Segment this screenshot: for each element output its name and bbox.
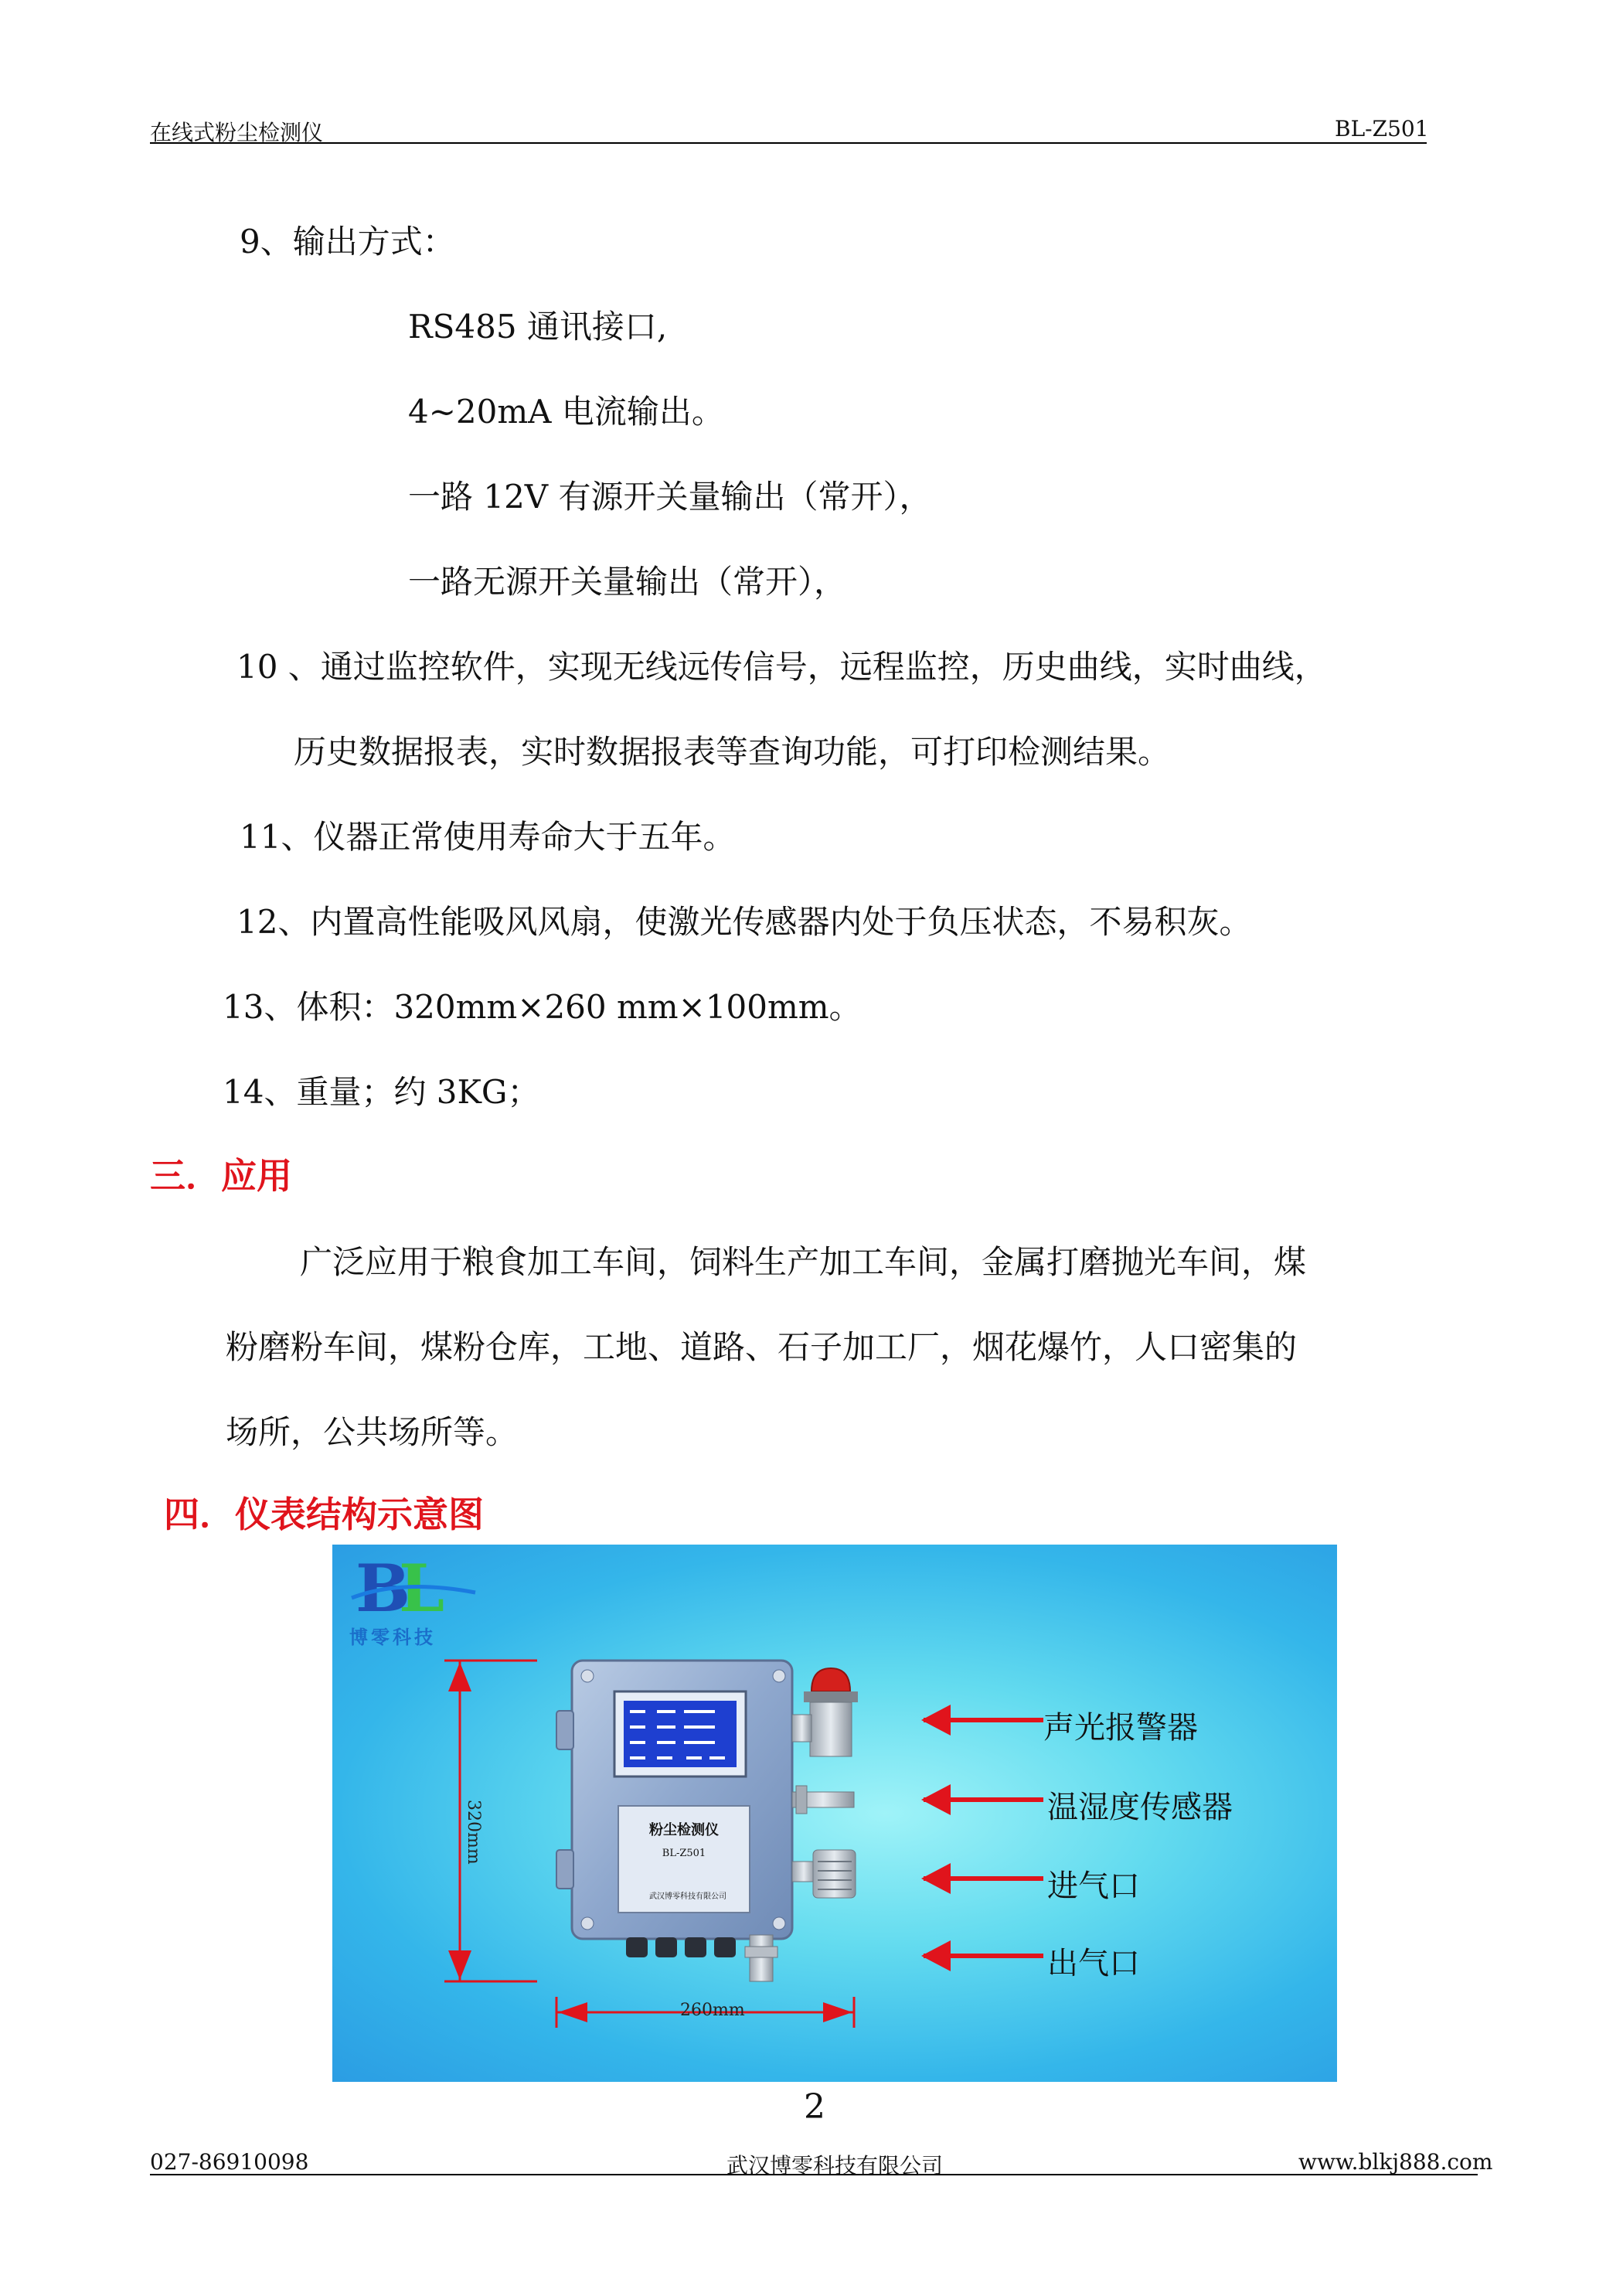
- header-model: BL-Z501: [1335, 116, 1429, 141]
- item-9-passive-switch: 一路无源开关量输出（常开），: [408, 563, 847, 601]
- page-number: 2: [804, 2087, 825, 2127]
- svg-text:B: B: [356, 1555, 410, 1621]
- callout-temp-humidity: 温湿度传感器: [1047, 1790, 1233, 1825]
- section-3-line-1: 广泛应用于粮食加工车间，饲料生产加工车间，金属打磨抛光车间，煤: [300, 1243, 1307, 1281]
- item-12: 12、内置高性能吸风风扇，使激光传感器内处于负压状态，不易积灰。: [236, 903, 1252, 941]
- instrument-diagram: [332, 1545, 1337, 2082]
- section-3-title: 三．应用: [150, 1155, 292, 1197]
- item-11: 11、仪器正常使用寿命大于五年。: [240, 818, 736, 856]
- header-title: 在线式粉尘检测仪: [150, 120, 324, 145]
- item-9-rs485: RS485 通讯接口,: [408, 308, 668, 346]
- item-14: 14、重量；约 3KG；: [223, 1073, 540, 1111]
- air-inlet: [813, 1850, 856, 1898]
- section-4-title: 四．仪表结构示意图: [164, 1494, 484, 1535]
- logo-text: 博零科技: [349, 1627, 436, 1648]
- item-9: 9、输出方式：: [240, 223, 455, 261]
- item-10: 10 、通过监控软件，实现无线远传信号，远程监控，历史曲线，实时曲线，: [236, 648, 1327, 686]
- footer-website[interactable]: www.blkj888.com: [1298, 2149, 1493, 2175]
- header-rule: [150, 142, 1427, 144]
- callout-outlet: 出气口: [1047, 1946, 1140, 1981]
- footer-phone: 027-86910098: [150, 2149, 309, 2175]
- device-title: 粉尘检测仪: [649, 1822, 719, 1838]
- item-9-active-switch: 一路 12V 有源开关量输出（常开），: [408, 478, 932, 516]
- item-13: 13、体积：320mm×260 mm×100mm。: [223, 988, 862, 1026]
- width-dimension-label: 260mm: [680, 2001, 745, 2020]
- device-company: 武汉博零科技有限公司: [649, 1892, 726, 1901]
- svg-text:L: L: [399, 1555, 445, 1621]
- callout-alarm: 声光报警器: [1043, 1710, 1198, 1746]
- alarm-light-icon: [812, 1668, 850, 1691]
- device-model: BL-Z501: [662, 1848, 706, 1859]
- item-10-cont: 历史数据报表，实时数据报表等查询功能，可打印检测结果。: [294, 733, 1171, 771]
- section-3-line-3: 场所，公共场所等。: [226, 1413, 519, 1451]
- item-9-current: 4~20mA 电流输出。: [408, 393, 724, 431]
- footer-rule: [150, 2174, 1478, 2175]
- callout-inlet: 进气口: [1047, 1868, 1140, 1904]
- footer-company: 武汉博零科技有限公司: [726, 2153, 944, 2178]
- section-3-line-2: 粉磨粉车间，煤粉仓库，工地、道路、石子加工厂，烟花爆竹，人口密集的: [226, 1328, 1298, 1366]
- height-dimension-label: 320mm: [464, 1800, 483, 1865]
